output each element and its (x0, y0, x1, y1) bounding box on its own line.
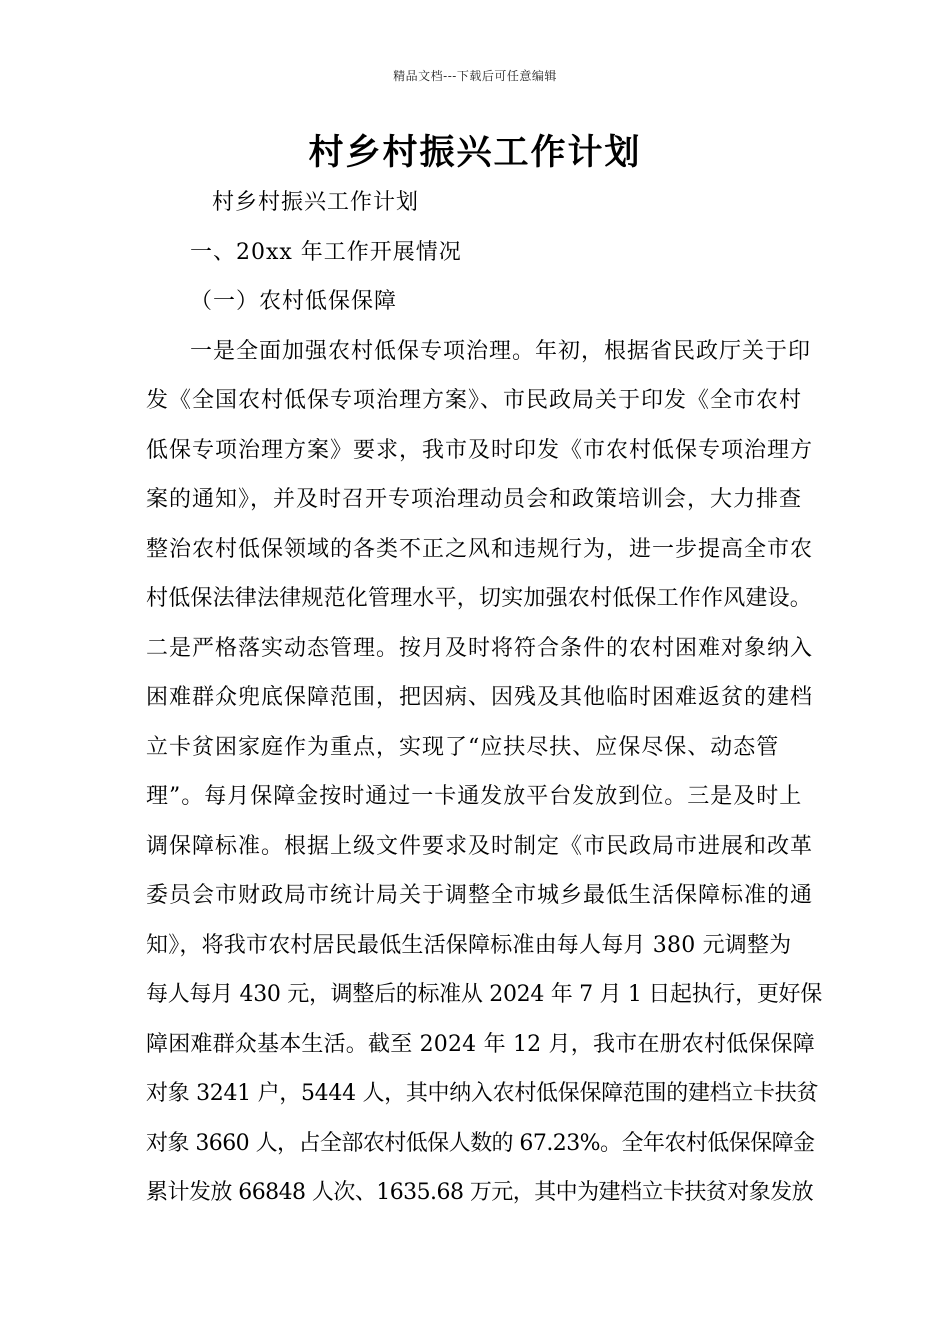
document-title: 村乡村振兴工作计划 (308, 132, 642, 173)
paragraph-line: 每人每月 430 元，调整后的标准从 2024 年 7 月 1 日起执行，更好保 (146, 982, 822, 1007)
paragraph-line: 案的通知》，并及时召开专项治理动员会和政策培训会，大力排查 (146, 487, 803, 512)
document-body (146, 178, 822, 1218)
paragraph-line: 发《全国农村低保专项治理方案》、市民政局关于印发《全市农村 (146, 388, 803, 413)
paragraph-line: 村低保法律法律规范化管理水平，切实加强农村低保工作作风建设。 (146, 586, 813, 611)
paragraph-line: 立卡贫困家庭作为重点，实现了“应扶尽扶、应保尽保、动态管 (146, 734, 780, 760)
paragraph-line: 低保专项治理方案》要求，我市及时印发《市农村低保专项治理方 (146, 437, 814, 463)
paragraph-line: 对象 3660 人，占全部农村低保人数的 67.23%。全年农村低保保障金 (146, 1130, 815, 1156)
subsection-heading: （一）农村低保保障 (190, 289, 398, 314)
paragraph-line: 整治农村低保领域的各类不正之风和违规行为，进一步提高全市农 (146, 536, 814, 562)
paragraph-line: 障困难群众基本生活。截至 2024 年 12 月，我市在册农村低保保障 (146, 1031, 815, 1057)
paragraph-line: 一是全面加强农村低保专项治理。年初，根据省民政厅关于印 (190, 338, 812, 364)
paragraph-line: 困难群众兜底保障范围，把因病、因残及其他临时困难返贫的建档 (146, 685, 814, 710)
paragraph-line: 调保障标准。根据上级文件要求及时制定《市民政局市进展和改革 (146, 833, 814, 859)
paragraph-line: 知》，将我市农村居民最低生活保障标准由每人每月 380 元调整为 (146, 932, 792, 958)
paragraph-line: 累计发放 66848 人次、1635.68 万元，其中为建档立卡扶贫对象发放 (146, 1180, 814, 1205)
paragraph-line: 委员会市财政局市统计局关于调整全市城乡最低生活保障标准的通 (146, 883, 814, 908)
paragraph-line: 理”。每月保障金按时通过一卡通发放平台发放到位。三是及时上 (146, 784, 803, 809)
paragraph-line: 二是严格落实动态管理。按月及时将符合条件的农村困难对象纳入 (146, 635, 814, 661)
subtitle-line: 村乡村振兴工作计划 (212, 190, 420, 215)
header-note: 精品文档---下载后可任意编辑 (393, 69, 557, 83)
paragraph-line: 对象 3241 户，5444 人，其中纳入农村低保保障范围的建档立卡扶贫 (146, 1081, 819, 1106)
section-heading: 一、20xx 年工作开展情况 (190, 239, 462, 265)
